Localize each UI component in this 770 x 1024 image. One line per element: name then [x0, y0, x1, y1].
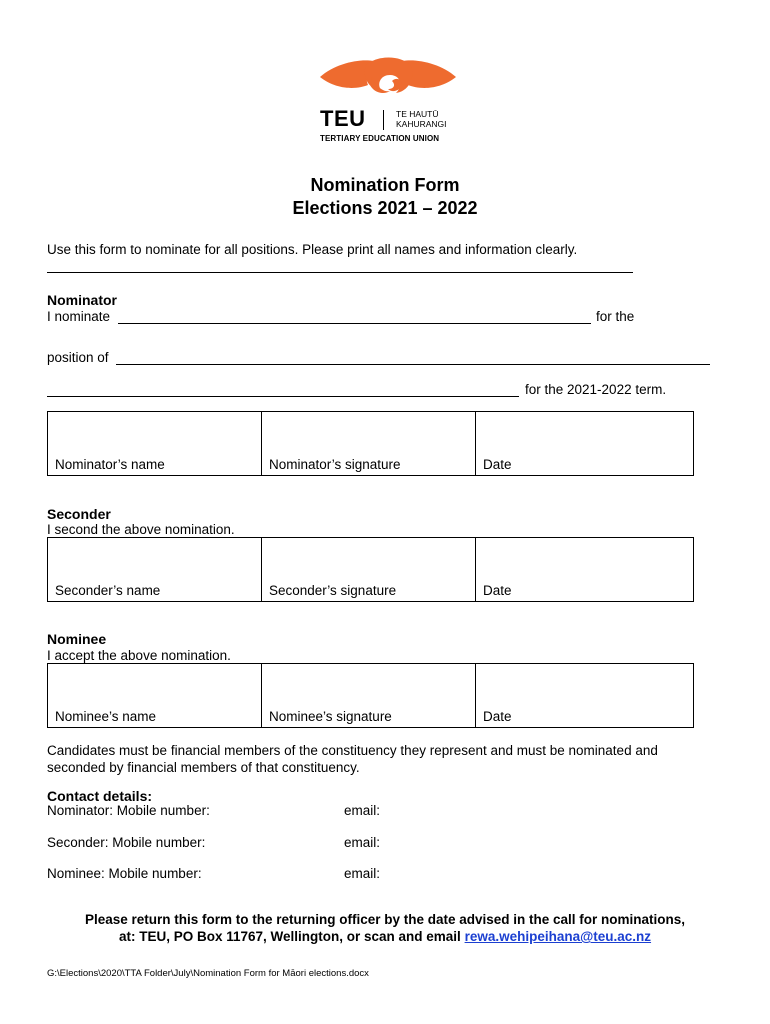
contact-nominator-mobile[interactable]: Nominator: Mobile number: [47, 803, 210, 818]
eligibility-text [47, 742, 727, 776]
logo-maori-line2: KAHURANGI [396, 119, 447, 129]
contact-heading: Contact details: [47, 788, 153, 804]
position-field[interactable] [116, 364, 710, 365]
contact-seconder-mobile[interactable]: Seconder: Mobile number: [47, 835, 206, 850]
contact-seconder-email[interactable]: email: [344, 835, 381, 850]
nominator-date-cell[interactable]: Date [476, 412, 694, 476]
eligibility-line-2: seconded by financial members of that constituency. [47, 760, 360, 775]
nominee-signature-cell[interactable]: Nominee’s signature [262, 664, 476, 728]
nominee-heading: Nominee [47, 631, 107, 647]
nominee-date-cell[interactable]: Date [476, 664, 694, 728]
logo-maori-line1: TE HAUTŪ [396, 109, 439, 119]
nominator-name-cell[interactable]: Nominator’s name [48, 412, 262, 476]
seconder-statement: I second the above nomination. [47, 522, 235, 537]
eligibility-line-1: Candidates must be financial members of the constituency they represent and must be nominated and [47, 743, 658, 758]
seconder-signature-cell[interactable]: Seconder’s signature [262, 538, 476, 602]
logo-full-name: TERTIARY EDUCATION UNION [320, 134, 440, 143]
nominee-name-field[interactable] [118, 323, 591, 324]
return-instructions [0, 911, 770, 945]
seconder-signature-table [47, 537, 694, 602]
contact-nominee-mobile[interactable]: Nominee: Mobile number: [47, 866, 202, 881]
nominee-name-cell[interactable]: Nominee’s name [48, 664, 262, 728]
nominator-signature-cell[interactable]: Nominator’s signature [262, 412, 476, 476]
term-label: for the 2021-2022 term. [525, 382, 667, 397]
page-title: Nomination Form [310, 175, 460, 195]
return-address: at: TEU, PO Box 11767, Wellington, or scan and email [118, 929, 461, 944]
logo-acronym: TEU [320, 106, 366, 131]
contact-nominator-email[interactable]: email: [344, 803, 381, 818]
return-line-2 [0, 928, 770, 945]
intro-underline [47, 272, 633, 273]
nominee-signature-table [47, 663, 694, 728]
for-the-label: for the [596, 309, 635, 324]
file-path: G:\Elections\2020\TTA Folder\July\Nomination Form for Māori elections.docx [47, 968, 369, 979]
intro-text: Use this form to nominate for all positions. Please print all names and information clearly. [47, 242, 578, 257]
nominee-statement: I accept the above nomination. [47, 648, 231, 663]
seconder-heading: Seconder [47, 506, 111, 522]
nominator-heading: Nominator [47, 292, 117, 308]
seconder-name-cell[interactable]: Seconder’s name [48, 538, 262, 602]
page-subtitle: Elections 2021 – 2022 [292, 198, 478, 218]
position-of-label: position of [47, 350, 109, 365]
logo-divider [383, 110, 384, 130]
contact-nominee-email[interactable]: email: [344, 866, 381, 881]
return-email-link[interactable]: rewa.wehipeihana@teu.ac.nz [464, 929, 652, 944]
position-field-continued[interactable] [47, 396, 519, 397]
logo-maori-name [396, 109, 447, 129]
seconder-date-cell[interactable]: Date [476, 538, 694, 602]
i-nominate-label: I nominate [47, 309, 111, 324]
return-line-1: Please return this form to the returning officer by the date advised in the call for nominations, [84, 912, 686, 927]
nominator-signature-table [47, 411, 694, 476]
